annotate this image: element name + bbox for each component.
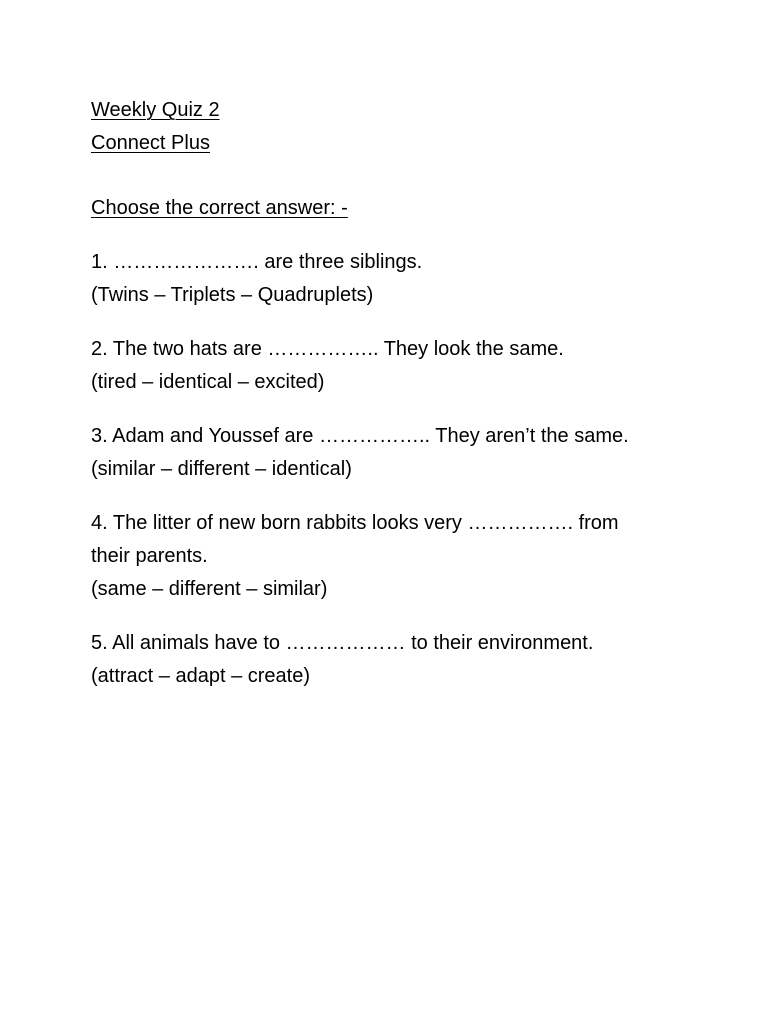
question-text: 3. Adam and Youssef are …………….. They aren’t the same. — [91, 425, 629, 447]
answer-options: (attract – adapt – create) — [91, 665, 311, 687]
question-1 — [91, 246, 768, 312]
question-text-continued: their parents. — [91, 545, 208, 567]
question-5 — [91, 627, 768, 693]
question-text: 4. The litter of new born rabbits looks very ……………. from — [91, 512, 619, 534]
question-text: 5. All animals have to ……………… to their environment. — [91, 632, 594, 654]
answer-options: (Twins – Triplets – Quadruplets) — [91, 284, 374, 306]
question-text: 2. The two hats are …………….. They look the same. — [91, 338, 564, 360]
quiz-subtitle: Connect Plus — [91, 132, 210, 154]
question-2 — [91, 333, 768, 399]
question-4 — [91, 507, 768, 606]
instruction-heading: Choose the correct answer: - — [91, 197, 348, 219]
answer-options: (tired – identical – excited) — [91, 371, 325, 393]
question-text: 1. …………………. are three siblings. — [91, 251, 423, 273]
answer-options: (same – different – similar) — [91, 578, 328, 600]
question-3 — [91, 420, 768, 486]
answer-options: (similar – different – identical) — [91, 458, 352, 480]
quiz-title: Weekly Quiz 2 — [91, 99, 220, 121]
